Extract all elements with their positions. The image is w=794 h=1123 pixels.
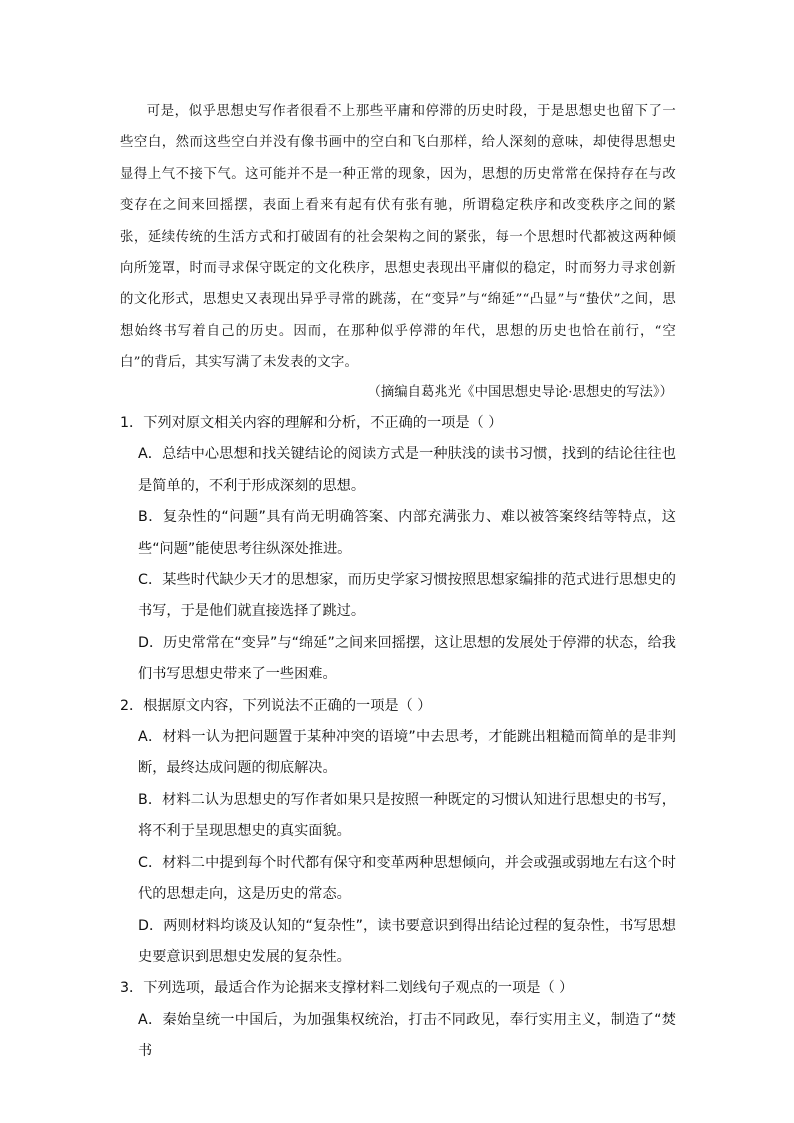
option-b: B．复杂性的“问题”具有尚无明确答案、内部充满张力、难以被答案终结等特点，这些“问题”能使思考往纵深处推进。 xyxy=(138,509,676,557)
reading-passage xyxy=(120,96,676,379)
question-stem: 3．下列选项，最适合作为论据来支撑材料二划线句子观点的一项是（ ） xyxy=(120,980,574,997)
option-a: A．材料一认为把问题置于某种冲突的语境”中去思考，才能跳出粗糙而简单的是非判断，最终达成问题的彻底解决。 xyxy=(138,729,676,777)
question-stem: 2．根据原文内容，下列说法不正确的一项是（ ） xyxy=(120,697,432,714)
question-list xyxy=(120,408,676,1068)
option-d: D．两则材料均谈及认知的“复杂性”，读书要意识到得出结论过程的复杂性，书写思想史要意识到思想史发展的复杂性。 xyxy=(138,917,676,965)
option-d: D．历史常常在“变异”与“绵延”之间来回摇摆，这让思想的发展处于停滞的状态，给我们书写思想史带来了一些困难。 xyxy=(138,634,676,683)
question-3 xyxy=(120,973,676,1067)
question-1 xyxy=(120,408,676,691)
option-c: C．材料二中提到每个时代都有保守和变革两种思想倾向，并会或强或弱地左右这个时代的思想走向，这是历史的常态。 xyxy=(138,854,676,903)
option-c: C．某些时代缺少天才的思想家，而历史学家习惯按照思想家编排的范式进行思想史的书写，于是他们就直接选择了跳过。 xyxy=(138,572,676,620)
option-b: B．材料二认为思想史的写作者如果只是按照一种既定的习惯认知进行思想史的书写，将不利于呈现思想史的真实面貌。 xyxy=(138,791,676,840)
option-a: A．总结中心思想和找关键结论的阅读方式是一种肤浅的读书习惯，找到的结论往往也是简单的，不利于形成深刻的思想。 xyxy=(138,446,676,494)
option-a: A．秦始皇统一中国后，为加强集权统治，打击不同政见，奉行实用主义，制造了“焚书 xyxy=(138,1011,676,1060)
question-2 xyxy=(120,691,676,974)
question-stem: 1．下列对原文相关内容的理解和分析，不正确的一项是（ ） xyxy=(120,415,503,431)
passage-paragraph: 可是，似乎思想史写作者很看不上那些平庸和停滞的历史时段，于是思想史也留下了一些空白，然而这些空白并没有像书画中的空白和飞白那样，给人深刻的意味，却使得思想史显得上气不接下气。这可能并不是一种正常的现象，因为，思想的历史常常在保持存在与改变存在之间来回摇摆，表面上看来有起有伏有张有驰，所谓稳定秩序和改变秩序之间的紧张，延续传统的生活方式和打破固有的社会架构之间的紧张，每一个思想时代都被这两种倾向所笼罩，时而寻求保守既定的文化秩序，思想史表现出平庸似的稳定，时而努力寻求创新的文化形式，思想史又表现出异乎寻常的跳荡，在“变异”与“绵延”“凸显”与“蛰伏”之间，思想始终书写着自己的历史。因而，在那种似乎停滞的年代，思想的历史也恰在前行，“空白”的背后，其实写满了未发表的文字。 xyxy=(120,104,676,371)
passage-source: （摘编自葛兆光《中国思想史导论·思想史的写法》） xyxy=(367,385,673,400)
